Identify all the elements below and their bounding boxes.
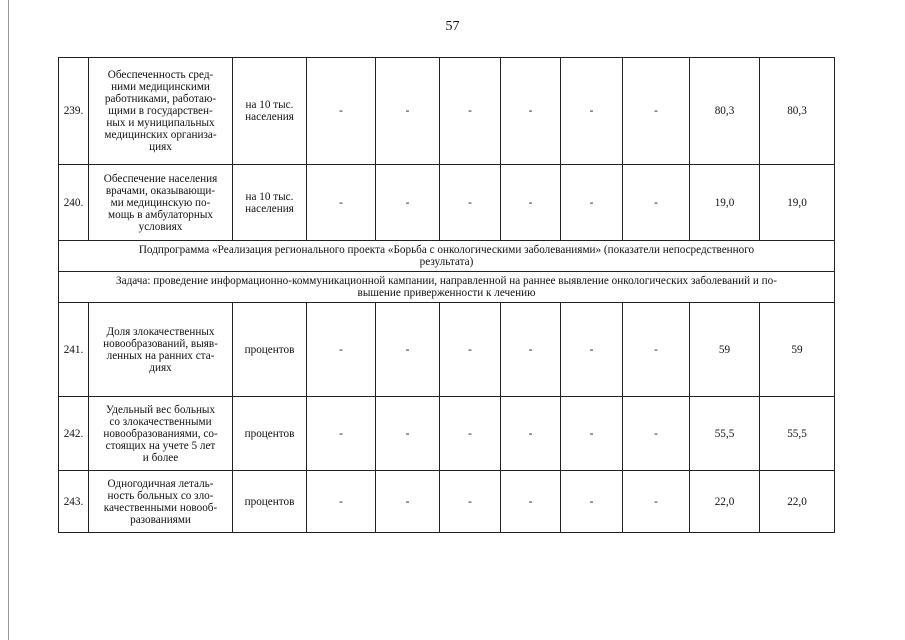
value-cell: - xyxy=(561,471,623,533)
row-number: 243. xyxy=(59,471,89,533)
value-cell: 80,3 xyxy=(760,58,835,165)
unit-cell: на 10 тыс. населения xyxy=(233,58,307,165)
row-number: 240. xyxy=(59,165,89,241)
row-number: 242. xyxy=(59,397,89,471)
value-cell: - xyxy=(376,397,440,471)
table-row xyxy=(59,303,835,397)
value-cell: - xyxy=(501,58,561,165)
page-left-border xyxy=(8,0,9,640)
indicator-name: Обеспечение населения врачами, оказывающи- ми медицинскую по- мощь в амбулаторных условиях xyxy=(89,165,233,241)
value-cell: - xyxy=(307,58,376,165)
task-row xyxy=(59,272,835,303)
value-cell: 22,0 xyxy=(760,471,835,533)
section-header-rows xyxy=(59,241,835,303)
value-cell: - xyxy=(501,303,561,397)
unit-cell: процентов xyxy=(233,303,307,397)
value-cell: - xyxy=(307,471,376,533)
value-cell: - xyxy=(440,165,501,241)
unit-cell: процентов xyxy=(233,471,307,533)
value-cell: - xyxy=(376,58,440,165)
row-number: 241. xyxy=(59,303,89,397)
value-cell: - xyxy=(307,303,376,397)
table-row xyxy=(59,397,835,471)
value-cell: - xyxy=(440,303,501,397)
indicator-name: Доля злокачественных новообразований, выяв- ленных на ранних ста- диях xyxy=(89,303,233,397)
value-cell: 55,5 xyxy=(760,397,835,471)
value-cell: - xyxy=(376,471,440,533)
value-cell: 59 xyxy=(690,303,760,397)
value-cell: - xyxy=(623,165,690,241)
value-cell: 22,0 xyxy=(690,471,760,533)
value-cell: 19,0 xyxy=(690,165,760,241)
indicator-name: Удельный вес больных со злокачественными новообразованиями, со- стоящих на учете 5 лет и более xyxy=(89,397,233,471)
value-cell: - xyxy=(307,165,376,241)
value-cell: - xyxy=(623,397,690,471)
value-cell: - xyxy=(623,471,690,533)
indicators-table xyxy=(58,57,835,533)
value-cell: - xyxy=(440,397,501,471)
page-number: 57 xyxy=(445,19,460,34)
value-cell: - xyxy=(307,397,376,471)
subprogram-row xyxy=(59,241,835,272)
task-title: Задача: проведение информационно-коммуникационной кампании, направленной на раннее выявление онкологических заболеваний и по- вышение приверженности к лечению xyxy=(59,272,835,303)
table-row xyxy=(59,165,835,241)
table-row xyxy=(59,471,835,533)
value-cell: 55,5 xyxy=(690,397,760,471)
value-cell: - xyxy=(501,165,561,241)
indicator-name: Обеспеченность сред- ними медицинскими работниками, работаю- щими в государствен- ных и муниципальных медицинских организа- циях xyxy=(89,58,233,165)
value-cell: - xyxy=(623,303,690,397)
unit-cell: на 10 тыс. населения xyxy=(233,165,307,241)
value-cell: - xyxy=(501,397,561,471)
row-number: 239. xyxy=(59,58,89,165)
table-body-bottom xyxy=(59,303,835,533)
value-cell: - xyxy=(623,58,690,165)
value-cell: 80,3 xyxy=(690,58,760,165)
value-cell: - xyxy=(561,303,623,397)
unit-cell: процентов xyxy=(233,397,307,471)
subprogram-title: Подпрограмма «Реализация регионального проекта «Борьба с онкологическими заболеваниями» (показатели непосредственного результата) xyxy=(59,241,835,272)
value-cell: 59 xyxy=(760,303,835,397)
value-cell: - xyxy=(501,471,561,533)
value-cell: - xyxy=(376,165,440,241)
value-cell: - xyxy=(440,58,501,165)
value-cell: - xyxy=(561,397,623,471)
value-cell: - xyxy=(561,58,623,165)
table-body-top xyxy=(59,58,835,241)
value-cell: - xyxy=(440,471,501,533)
value-cell: - xyxy=(376,303,440,397)
value-cell: 19,0 xyxy=(760,165,835,241)
value-cell: - xyxy=(561,165,623,241)
table-row xyxy=(59,58,835,165)
indicator-name: Одногодичная леталь- ность больных со зло- качественными новооб- разованиями xyxy=(89,471,233,533)
